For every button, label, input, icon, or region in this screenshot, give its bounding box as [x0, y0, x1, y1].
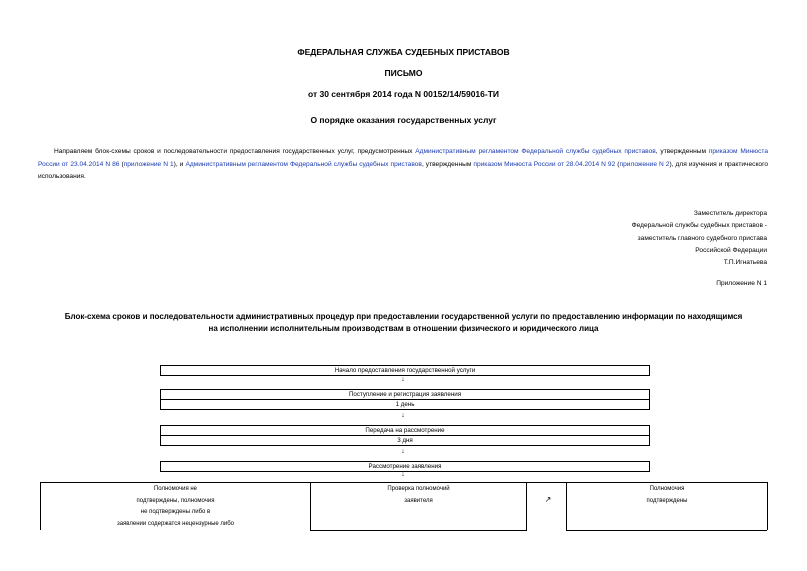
text-fragment: ), и: [173, 160, 186, 168]
flow-step-label: Передача на рассмотрение: [365, 427, 445, 434]
text-fragment: (: [119, 160, 124, 168]
agency-name: ФЕДЕРАЛЬНАЯ СЛУЖБА СУДЕБНЫХ ПРИСТАВОВ: [297, 47, 510, 57]
signature-line: Заместитель директора: [693, 210, 767, 217]
branch-text: заявителя: [404, 497, 433, 504]
flow-step-label: Рассмотрение заявления: [368, 463, 442, 470]
link-appendix-2[interactable]: приложение N 2: [619, 160, 670, 168]
body-paragraph: [38, 146, 768, 184]
branch-text: Проверка полномочий: [387, 486, 450, 492]
document-type: ПИСЬМО: [384, 68, 423, 78]
flow-step-registration: [160, 389, 650, 410]
flow-step-transfer: [160, 425, 650, 446]
link-admin-regulation-1[interactable]: Административным регламентом Федеральной службы судебных приставов: [415, 148, 656, 155]
arrow-down-icon: ↓: [401, 471, 405, 478]
branch-text: подтверждены: [646, 497, 688, 504]
branch-check-authority: [311, 484, 526, 507]
branch-mid-bottom-line: [310, 530, 527, 531]
signature-name: Т.П.Игнатьева: [723, 259, 767, 267]
flow-step-time: 3 дня: [161, 435, 649, 445]
branch-text: Полномочия: [649, 486, 685, 492]
branch-right-bottom-line: [566, 530, 767, 531]
text-fragment: Направляем блок-схемы сроков и последовательности предоставления государственных услуг, предусмотренных: [54, 148, 416, 155]
text-fragment: (: [615, 160, 620, 168]
arrow-down-icon: ↓: [401, 412, 405, 419]
branch-mid-right-border: [526, 482, 527, 530]
link-admin-regulation-2[interactable]: Административным регламентом Федеральной службы судебных приставов: [185, 160, 422, 168]
text-fragment: ), для изучения и практического использования.: [38, 160, 768, 180]
signature-line: заместитель главного судебного пристава: [637, 234, 767, 242]
arrow-down-icon: ↓: [401, 376, 405, 383]
arrow-down-icon: ↓: [401, 448, 405, 455]
branch-not-confirmed: [41, 484, 310, 530]
link-appendix-1[interactable]: приложение N 1: [123, 160, 174, 168]
branch-text: подтверждены, полномочия: [136, 497, 215, 504]
text-fragment: , утвержденным: [421, 160, 474, 168]
appendix-label: Приложение N 1: [716, 280, 767, 287]
flow-step-start: [160, 365, 650, 376]
branch-right-border: [767, 482, 768, 530]
branch-top-line: [40, 482, 767, 483]
arrow-right-icon: ↗: [544, 495, 552, 504]
signature-line: Российской Федерации: [695, 246, 767, 254]
branch-confirmed: [567, 484, 767, 507]
branch-text: Полномочия не: [153, 486, 198, 492]
link-order-86[interactable]: приказом Минюста России от 23.04.2014 N 86: [38, 148, 769, 168]
date-number: от 30 сентября 2014 года N 00152/14/59016-ТИ: [307, 89, 500, 99]
signature-block: [632, 208, 767, 269]
document-subject: О порядке оказания государственных услуг: [310, 115, 497, 125]
signature-line: Федеральной службы судебных приставов -: [631, 222, 767, 230]
flow-step-label: Поступление и регистрация заявления: [348, 391, 462, 398]
flow-step-label: Начало предоставления государственной услуги: [334, 367, 476, 374]
branch-text: не подтверждены либо в: [140, 509, 211, 515]
link-order-92[interactable]: приказом Минюста России от 28.04.2014 N 92: [473, 160, 616, 168]
text-fragment: , утвержденным: [655, 148, 709, 155]
branch-text: заявлении содержатся нецензурные либо: [116, 520, 235, 527]
flow-step-time: 1 день: [161, 399, 649, 409]
flowchart-title: Блок-схема сроков и последовательности административных процедур при предоставлении государственной услуги по предоставлению информации по находящимся на исполнении исполнительным производствам в отношении физического и юридического лица: [64, 312, 743, 333]
